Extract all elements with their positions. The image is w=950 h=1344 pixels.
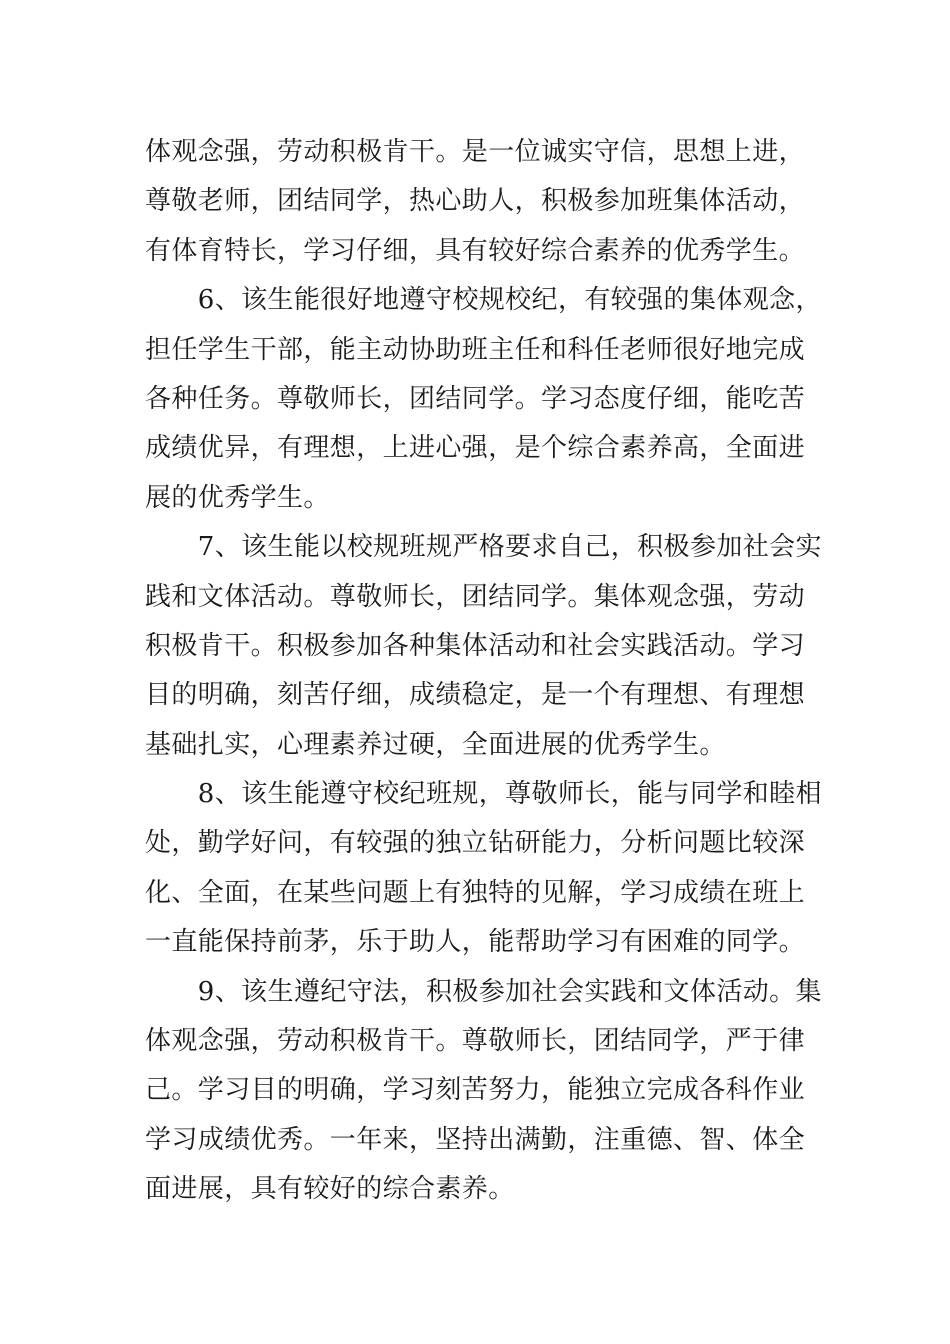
text-line: 有体育特长，学习仔细，具有较好综合素养的优秀学生。 bbox=[145, 235, 806, 266]
text-line: 6、该生能很好地遵守校规校纪，有较强的集体观念， bbox=[145, 285, 822, 316]
body-text bbox=[145, 128, 822, 1215]
text-line: 积极肯干。积极参加各种集体活动和社会实践活动。学习 bbox=[145, 630, 806, 661]
text-line: 各种任务。尊敬师长，团结同学。学习态度仔细，能吃苦 bbox=[145, 383, 806, 414]
text-line: 面进展，具有较好的综合素养。 bbox=[145, 1174, 515, 1205]
text-line: 一直能保持前茅，乐于助人，能帮助学习有困难的同学。 bbox=[145, 927, 806, 958]
text-line: 体观念强，劳动积极肯干。尊敬师长，团结同学，严于律 bbox=[145, 1026, 806, 1057]
text-line: 尊敬老师，团结同学，热心助人，积极参加班集体活动， bbox=[145, 186, 806, 217]
text-line: 学习成绩优秀。一年来，坚持出满勤，注重德、智、体全 bbox=[145, 1124, 806, 1155]
text-line: 化、全面，在某些问题上有独特的见解，学习成绩在班上 bbox=[145, 877, 806, 908]
text-line: 践和文体活动。尊敬师长，团结同学。集体观念强，劳动 bbox=[145, 581, 806, 612]
text-line: 8、该生能遵守校纪班规，尊敬师长，能与同学和睦相 bbox=[145, 779, 822, 810]
text-line: 目的明确，刻苦仔细，成绩稳定，是一个有理想、有理想 bbox=[145, 680, 806, 711]
text-line: 担任学生干部，能主动协助班主任和科任老师很好地完成 bbox=[145, 334, 806, 365]
text-line: 展的优秀学生。 bbox=[145, 482, 330, 513]
text-line: 己。学习目的明确，学习刻苦努力，能独立完成各科作业 bbox=[145, 1075, 806, 1106]
text-line: 体观念强，劳动积极肯干。是一位诚实守信，思想上进， bbox=[145, 137, 806, 167]
text-line: 成绩优异，有理想，上进心强，是个综合素养高，全面进 bbox=[145, 433, 806, 464]
text-line: 处，勤学好问，有较强的独立钻研能力，分析问题比较深 bbox=[145, 828, 806, 859]
text-line: 9、该生遵纪守法，积极参加社会实践和文体活动。集 bbox=[145, 976, 822, 1007]
text-line: 基础扎实，心理素养过硬，全面进展的优秀学生。 bbox=[145, 729, 726, 760]
text-line: 7、该生能以校规班规严格要求自己，积极参加社会实 bbox=[145, 532, 822, 563]
